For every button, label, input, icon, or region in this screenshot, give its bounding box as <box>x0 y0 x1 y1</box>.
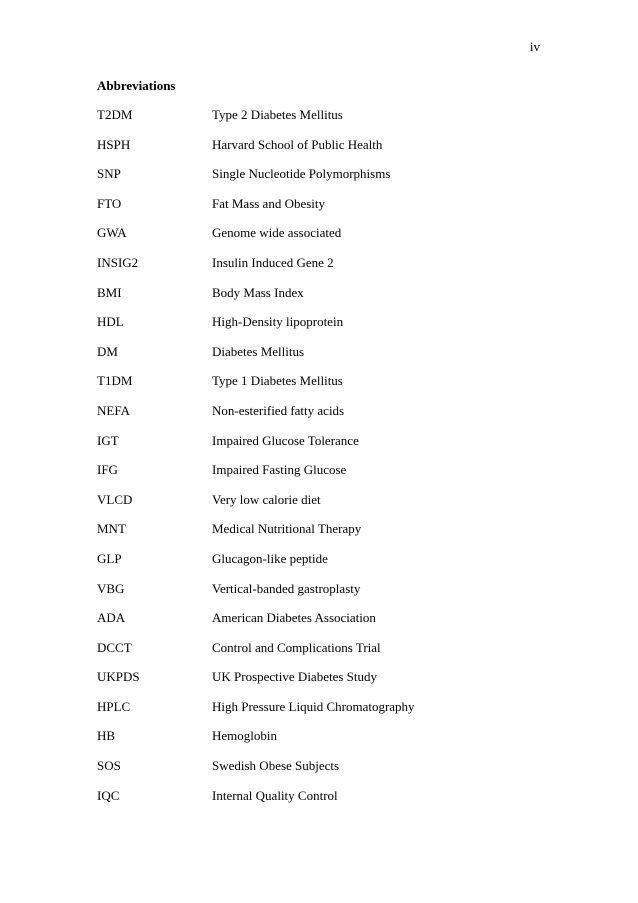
abbreviation-definition: UK Prospective Diabetes Study <box>212 669 378 685</box>
abbreviation-term: FTO <box>97 195 122 211</box>
abbreviation-row <box>97 669 557 699</box>
abbreviation-row <box>97 196 557 226</box>
abbreviation-term: SNP <box>97 166 121 182</box>
abbreviation-definition: American Diabetes Association <box>212 610 376 626</box>
abbreviation-row <box>97 344 557 374</box>
abbreviation-definition: Medical Nutritional Therapy <box>212 521 362 537</box>
abbreviation-row <box>97 403 557 433</box>
abbreviation-term: VLCD <box>97 491 133 507</box>
abbreviation-row <box>97 433 557 463</box>
abbreviation-term: NEFA <box>97 402 130 418</box>
abbreviation-term: SOS <box>97 758 121 774</box>
abbreviation-term: GWA <box>97 225 127 241</box>
abbreviation-term: IGT <box>97 432 119 448</box>
abbreviation-row <box>97 728 557 758</box>
abbreviation-list <box>97 107 557 817</box>
abbreviation-term: INSIG2 <box>97 254 139 270</box>
abbreviation-definition: High-Density lipoprotein <box>212 314 344 330</box>
abbreviation-definition: Genome wide associated <box>212 225 342 241</box>
abbreviation-term: IFG <box>97 462 118 478</box>
abbreviation-definition: Harvard School of Public Health <box>212 136 383 152</box>
abbreviation-definition: Single Nucleotide Polymorphisms <box>212 166 391 182</box>
abbreviation-definition: Internal Quality Control <box>212 787 338 803</box>
abbreviation-term: UKPDS <box>97 669 140 685</box>
abbreviation-definition: Diabetes Mellitus <box>212 343 305 359</box>
abbreviation-definition: High Pressure Liquid Chromatography <box>212 698 415 714</box>
abbreviation-definition: Very low calorie diet <box>212 491 321 507</box>
abbreviation-term: DCCT <box>97 639 132 655</box>
abbreviation-definition: Type 2 Diabetes Mellitus <box>212 107 343 122</box>
abbreviation-term: BMI <box>97 284 122 300</box>
abbreviation-definition: Control and Complications Trial <box>212 639 381 655</box>
abbreviation-definition: Impaired Fasting Glucose <box>212 462 347 478</box>
abbreviation-term: HDL <box>97 314 124 330</box>
abbreviation-definition: Fat Mass and Obesity <box>212 195 326 211</box>
abbreviation-term: T2DM <box>97 107 133 122</box>
abbreviation-row <box>97 137 557 167</box>
abbreviation-row <box>97 581 557 611</box>
abbreviation-definition: Hemoglobin <box>212 728 277 744</box>
abbreviation-row <box>97 551 557 581</box>
abbreviation-row <box>97 610 557 640</box>
abbreviation-definition: Vertical-banded gastroplasty <box>212 580 361 596</box>
abbreviation-term: IQC <box>97 787 120 803</box>
abbreviation-term: VBG <box>97 580 125 596</box>
abbreviation-term: MNT <box>97 521 126 537</box>
page-number: iv <box>529 39 540 54</box>
abbreviation-definition: Swedish Obese Subjects <box>212 758 340 774</box>
abbreviation-row <box>97 255 557 285</box>
abbreviation-term: ADA <box>97 610 126 626</box>
section-heading: Abbreviations <box>97 78 176 93</box>
abbreviation-definition: Impaired Glucose Tolerance <box>212 432 359 448</box>
abbreviation-definition: Body Mass Index <box>212 284 304 300</box>
abbreviation-row <box>97 285 557 315</box>
abbreviation-row <box>97 521 557 551</box>
abbreviation-definition: Insulin Induced Gene 2 <box>212 254 334 270</box>
abbreviation-term: GLP <box>97 550 122 566</box>
abbreviation-definition: Non-esterified fatty acids <box>212 402 345 418</box>
abbreviation-row <box>97 699 557 729</box>
abbreviation-row <box>97 225 557 255</box>
abbreviation-row <box>97 107 557 137</box>
abbreviation-row <box>97 314 557 344</box>
abbreviation-row <box>97 492 557 522</box>
abbreviation-row <box>97 640 557 670</box>
abbreviation-row <box>97 462 557 492</box>
abbreviation-row <box>97 758 557 788</box>
abbreviation-term: HB <box>97 728 116 744</box>
abbreviation-row <box>97 166 557 196</box>
abbreviation-term: DM <box>97 343 118 359</box>
abbreviation-row <box>97 788 557 818</box>
abbreviation-term: T1DM <box>97 373 133 389</box>
abbreviation-definition: Type 1 Diabetes Mellitus <box>212 373 343 389</box>
abbreviation-term: HSPH <box>97 136 131 152</box>
abbreviation-definition: Glucagon-like peptide <box>212 550 328 566</box>
abbreviation-term: HPLC <box>97 698 131 714</box>
abbreviation-row <box>97 373 557 403</box>
